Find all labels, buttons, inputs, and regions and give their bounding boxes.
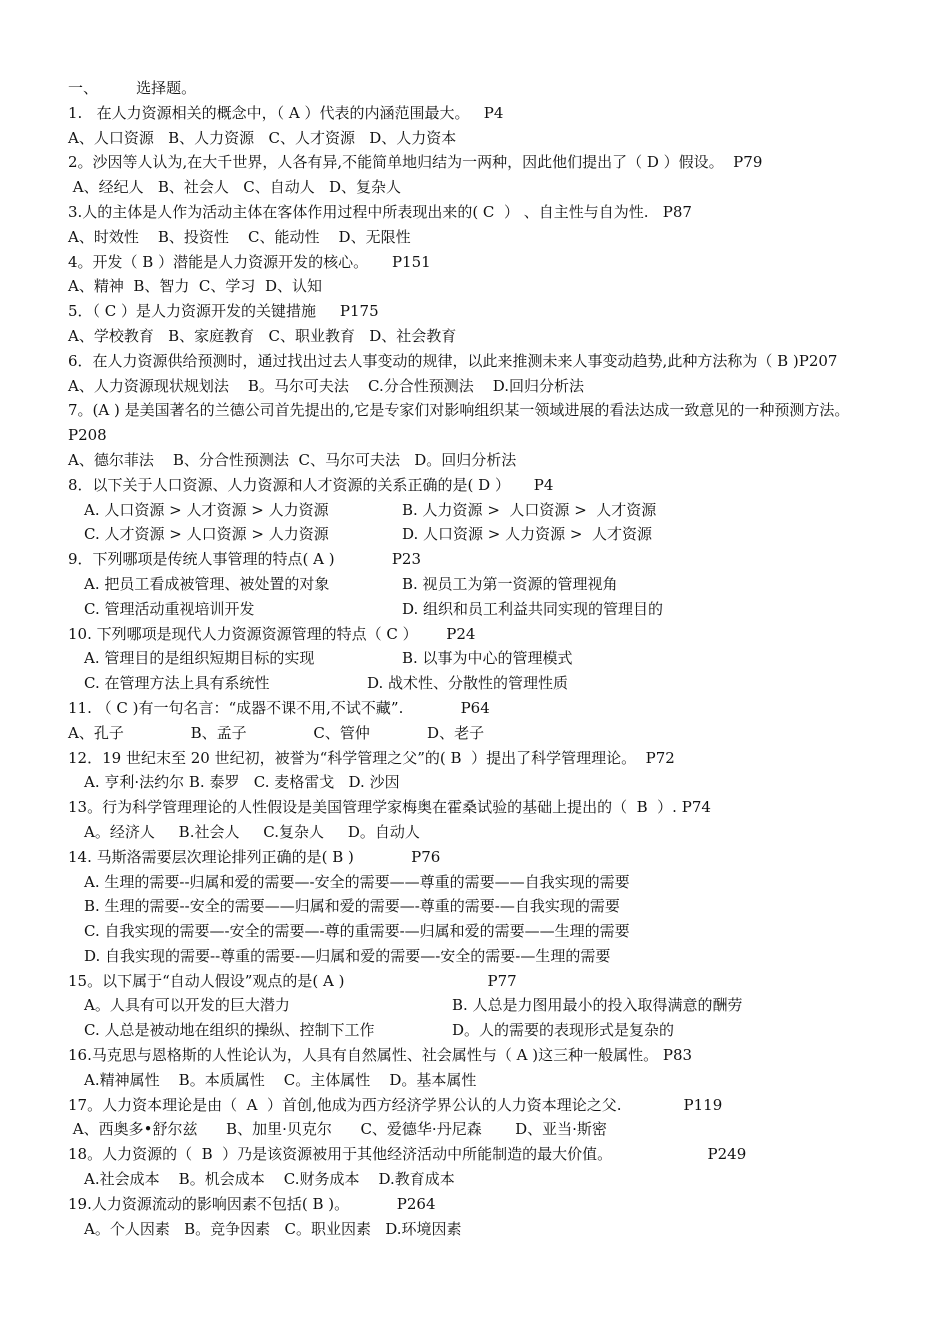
question-2: 2。沙因等人认为,在大千世界，人各有异,不能简单地归结为一两种，因此他们提出了（ D ）假设。 P79 <box>68 153 763 172</box>
question-16-options: A.精神属性 B。本质属性 C。主体属性 D。基本属性 <box>84 1070 477 1089</box>
question-8: 8．以下关于人口资源、人力资源和人才资源的关系正确的是( D ） P4 <box>68 475 554 494</box>
option-b: B. 视员工为第一资源的管理视角 <box>402 574 618 593</box>
option-b: B. 人总是力图用最小的投入取得满意的酬劳 <box>452 996 743 1015</box>
option-b: B. 以事为中心的管理模式 <box>402 649 573 668</box>
question-15-options-row-1 <box>68 993 888 1018</box>
question-1: 1. 在人力资源相关的概念中，（ A ）代表的内涵范围最大。 P4 <box>68 103 504 122</box>
question-12-options: A. 亨利·法约尔 B. 泰罗 C. 麦格雷戈 D. 沙因 <box>84 773 400 792</box>
question-3: 3.人的主体是人作为活动主体在客体作用过程中所表现出来的( C ） 、自主性与自为性. P87 <box>68 202 692 221</box>
question-9-options-row-1 <box>68 572 888 597</box>
question-13: 13。行为科学管理理论的人性假设是美国管理学家梅奥在霍桑试验的基础上提出的（ B ）. P74 <box>68 798 711 817</box>
question-13-options: A。经济人 B.社会人 C.复杂人 D。自动人 <box>84 822 420 841</box>
option-a: A. 管理目的是组织短期目标的实现 <box>84 649 315 668</box>
option-a: A。人具有可以开发的巨大潜力 <box>84 996 290 1015</box>
question-11-options: A、孔子 B、孟子 C、管仲 D、老子 <box>68 723 485 742</box>
question-6-options: A、人力资源现状规划法 B。马尔可夫法 C.分合性预测法 D.回归分析法 <box>68 376 585 395</box>
question-5: 5．（ C ）是人力资源开发的关键措施 P175 <box>68 302 379 321</box>
question-19-options: A。个人因素 B。竞争因素 C。职业因素 D.环境因素 <box>84 1219 462 1238</box>
question-17-options: A、西奥多•舒尔兹 B、加里·贝克尔 C、爱德华·丹尼森 D、亚当·斯密 <box>68 1120 607 1139</box>
option-a: A. 人口资源 > 人才资源 > 人力资源 <box>84 500 329 519</box>
question-14-option-d: D. 自我实现的需要--尊重的需要-—归属和爱的需要—-安全的需要-—生理的需要 <box>84 946 611 965</box>
option-c: C. 人总是被动地在组织的操纵、控制下工作 <box>84 1021 375 1040</box>
question-8-options-row-2 <box>68 522 888 547</box>
question-15: 15。以下属于“自动人假设”观点的是( A ) P77 <box>68 971 517 990</box>
question-2-options: A、经纪人 B、社会人 C、自动人 D、复杂人 <box>68 178 402 197</box>
question-1-options: A、人口资源 B、人力资源 C、人才资源 D、人力资本 <box>68 128 457 147</box>
question-14: 14. 马斯洛需要层次理论排列正确的是( B ) P76 <box>68 847 441 866</box>
option-b: B. 人力资源 > 人口资源 > 人才资源 <box>402 500 657 519</box>
question-10-options-row-2 <box>68 671 888 696</box>
question-19: 19.人力资源流动的影响因素不包括( B )。 P264 <box>68 1194 436 1213</box>
question-8-options-row-1 <box>68 498 888 523</box>
question-4-options: A、精神 B、智力 C、学习 D、认知 <box>68 277 322 296</box>
question-14-option-c: C. 自我实现的需要—-安全的需要—-尊的重需要-—归属和爱的需要——生理的需要 <box>84 922 630 941</box>
question-list <box>68 76 888 1241</box>
question-7-options: A、德尔菲法 B、分合性预测法 C、马尔可夫法 D。回归分析法 <box>68 450 517 469</box>
question-5-options: A、学校教育 B、家庭教育 C、职业教育 D、社会教育 <box>68 326 457 345</box>
option-c: C. 管理活动重视培训开发 <box>84 599 255 618</box>
question-4: 4。开发（ B ）潜能是人力资源开发的核心。 P151 <box>68 252 431 271</box>
option-a: A. 把员工看成被管理、被处置的对象 <box>84 574 330 593</box>
question-9: 9．下列哪项是传统人事管理的特点( A ) P23 <box>68 550 422 569</box>
question-9-options-row-2 <box>68 597 888 622</box>
option-d: D. 组织和员工利益共同实现的管理目的 <box>402 599 664 618</box>
option-c: C. 人才资源 > 人口资源 > 人力资源 <box>84 525 329 544</box>
option-d: D. 战术性、分散性的管理性质 <box>367 674 569 693</box>
question-3-options: A、时效性 B、投资性 C、能动性 D、无限性 <box>68 227 411 246</box>
option-c: C. 在管理方法上具有系统性 <box>84 674 270 693</box>
question-18: 18。人力资源的（ B ）乃是该资源被用于其他经济活动中所能制造的最大价值。 P249 <box>68 1145 747 1164</box>
question-10: 10. 下列哪项是现代人力资源资源管理的特点（ C ） P24 <box>68 624 476 643</box>
question-18-options: A.社会成本 B。机会成本 C.财务成本 D.教育成本 <box>84 1170 455 1189</box>
question-17: 17。人力资本理论是由（ A ）首创,他成为西方经济学界公认的人力资本理论之父. P119 <box>68 1095 723 1114</box>
option-d: D。人的需要的表现形式是复杂的 <box>452 1021 675 1040</box>
question-12: 12．19 世纪末至 20 世纪初，被誉为“科学管理之父”的( B ）提出了科学管理理论。 P72 <box>68 748 675 767</box>
question-14-option-b: B. 生理的需要--安全的需要——归属和爱的需要—-尊重的需要-—自我实现的需要 <box>84 897 620 916</box>
question-6: 6．在人力资源供给预测时，通过找出过去人事变动的规律，以此来推测未来人事变动趋势,此种方法称为（ B )P207 <box>68 351 838 370</box>
question-11: 11. （ C )有一句名言：“成器不课不用,不试不藏”. P64 <box>68 698 490 717</box>
question-15-options-row-2 <box>68 1018 888 1043</box>
option-d: D. 人口资源 > 人力资源 > 人才资源 <box>402 525 653 544</box>
question-10-options-row-1 <box>68 646 888 671</box>
question-7: 7。(A ) 是美国著名的兰德公司首先提出的,它是专家们对影响组织某一领域进展的看法达成一致意见的一种预测方法。 P208 <box>68 401 850 445</box>
section-heading: 一、 选择题。 <box>68 79 197 97</box>
question-16: 16.马克思与恩格斯的人性论认为，人具有自然属性、社会属性与（ A )这三种一般属性。 P83 <box>68 1046 693 1065</box>
question-14-option-a: A. 生理的需要--归属和爱的需要—-安全的需要——尊重的需要——自我实现的需要 <box>84 872 630 891</box>
